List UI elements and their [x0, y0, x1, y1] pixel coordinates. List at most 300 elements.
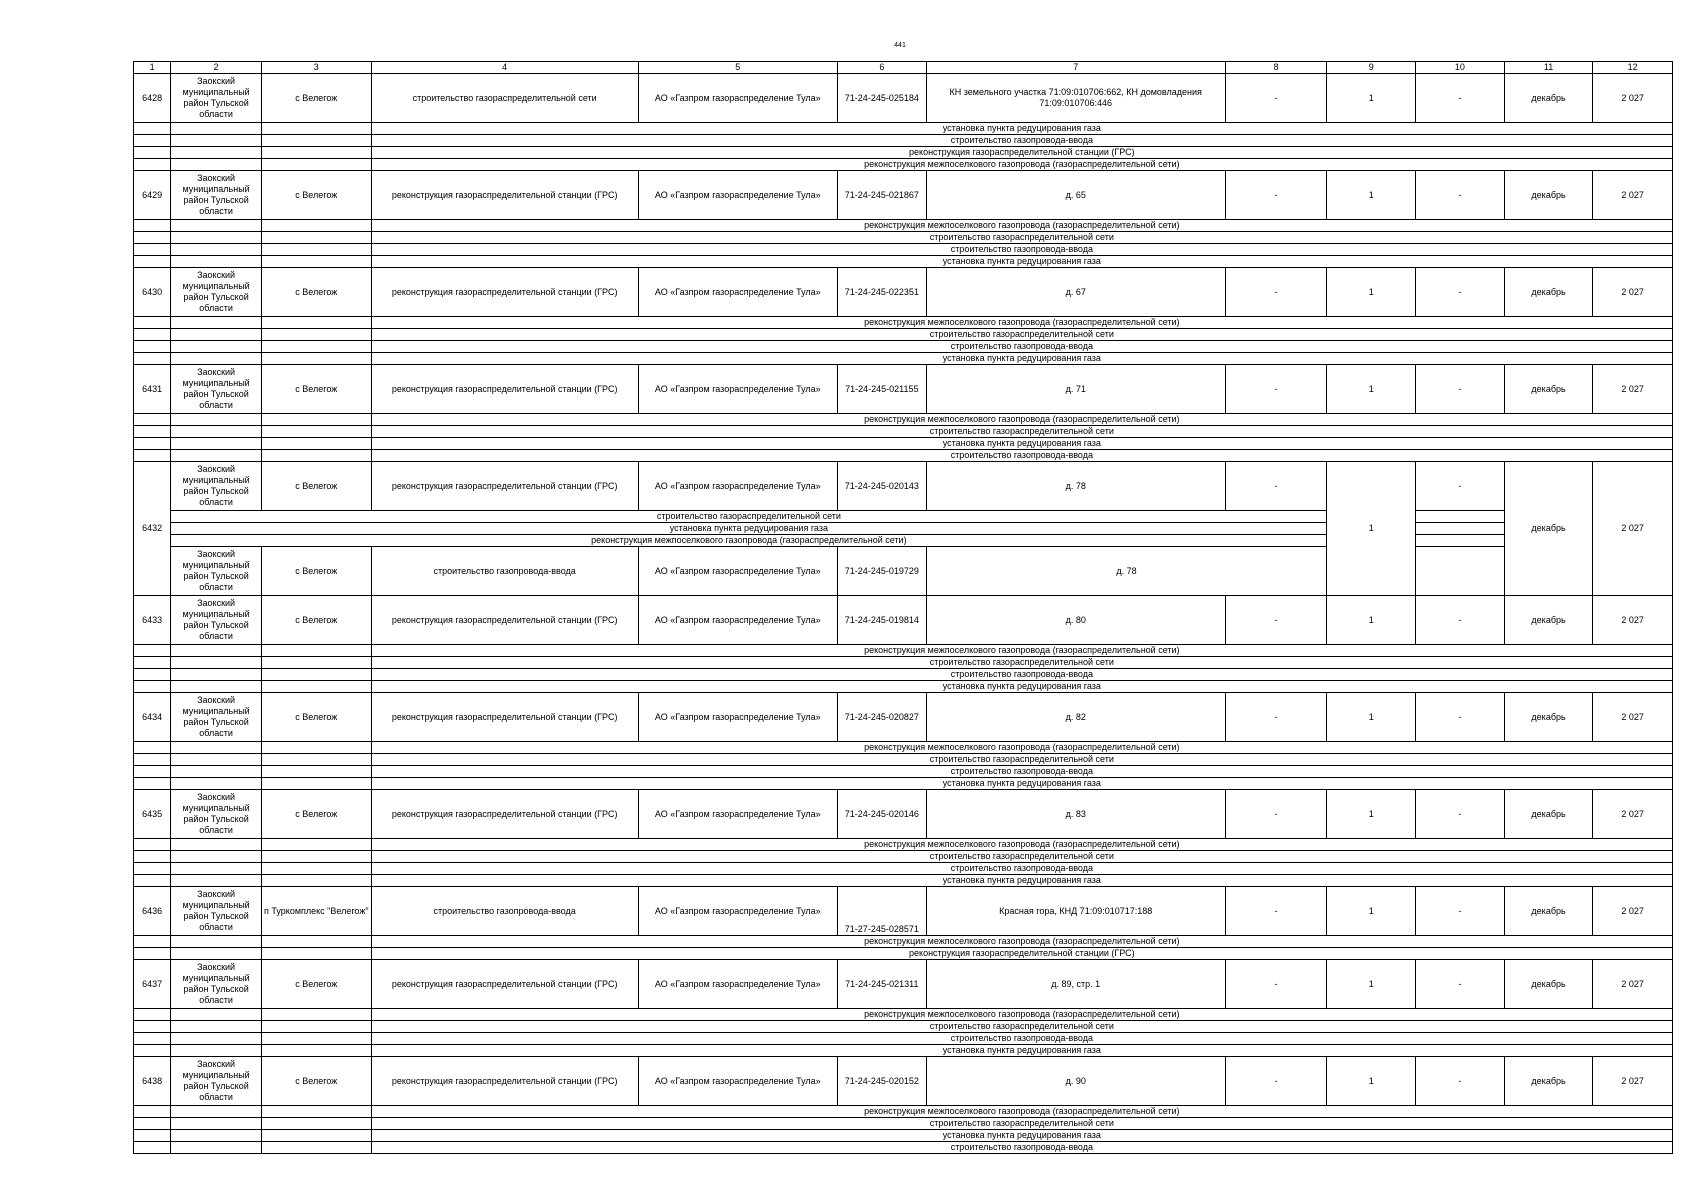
work-cell: реконструкция газораспределительной станции (ГРС): [371, 1057, 638, 1106]
empty-cell: [261, 948, 371, 960]
header-cell: 10: [1416, 62, 1505, 74]
col10-cell: -: [1416, 693, 1505, 742]
sub-work-cell: строительство газопровода-ввода: [371, 450, 1672, 462]
header-row: [134, 62, 1673, 74]
table-row: [134, 268, 1673, 317]
work-cell: реконструкция газораспределительной станции (ГРС): [371, 365, 638, 414]
empty-cell: [134, 1033, 171, 1045]
empty-cell: [171, 657, 262, 669]
empty-cell: [134, 681, 171, 693]
locality-cell: с Велегож: [261, 365, 371, 414]
empty-cell: [261, 1009, 371, 1021]
area-cell: Заокский муниципальный район Тульской области: [171, 365, 262, 414]
empty-cell: [261, 438, 371, 450]
empty-cell: [171, 256, 262, 268]
sub-work-cell: реконструкция газораспределительной станции (ГРС): [371, 147, 1672, 159]
empty-cell: [134, 147, 171, 159]
empty-cell: [261, 317, 371, 329]
organization-cell: АО «Газпром газораспределение Тула»: [638, 365, 837, 414]
object-cell: Красная гора, КНД 71:09:010717:188: [926, 887, 1225, 936]
empty-cell: [171, 754, 262, 766]
organization-cell: АО «Газпром газораспределение Тула»: [638, 268, 837, 317]
empty-cell: [171, 681, 262, 693]
code-cell: 71-24-245-022351: [838, 268, 927, 317]
year-cell: 2 027: [1593, 365, 1673, 414]
empty-cell: [171, 135, 262, 147]
sub-row: [134, 523, 1673, 535]
empty-cell: [171, 875, 262, 887]
sub-work-cell: реконструкция межпоселкового газопровода (газораспределительной сети): [371, 1009, 1672, 1021]
col10-cell: -: [1416, 268, 1505, 317]
year-cell: 2 027: [1593, 887, 1673, 936]
empty-cell: [134, 754, 171, 766]
empty-cell: [261, 1130, 371, 1142]
code-cell: 71-24-245-020827: [838, 693, 927, 742]
col8-cell: -: [1225, 960, 1327, 1009]
locality-cell: с Велегож: [261, 268, 371, 317]
empty-cell: [134, 414, 171, 426]
col10-cell: -: [1416, 596, 1505, 645]
locality-cell: с Велегож: [261, 462, 371, 511]
month-cell: декабрь: [1504, 462, 1593, 596]
year-cell: 2 027: [1593, 790, 1673, 839]
empty-cell: [171, 1033, 262, 1045]
sub-work-cell: установка пункта редуцирования газа: [371, 1130, 1672, 1142]
sub-work-cell: строительство газораспределительной сети: [371, 754, 1672, 766]
empty-cell: [261, 220, 371, 232]
code-cell: 71-24-245-019729: [838, 547, 927, 596]
record-id: 6428: [134, 74, 171, 123]
empty-cell: [171, 147, 262, 159]
sub-row: [134, 742, 1673, 754]
empty-cell: [134, 341, 171, 353]
empty-cell: [171, 1021, 262, 1033]
record-id: 6434: [134, 693, 171, 742]
sub-work-cell: установка пункта редуцирования газа: [371, 875, 1672, 887]
empty-cell: [171, 1118, 262, 1130]
empty-cell: [1416, 511, 1505, 523]
sub-work-cell: реконструкция межпоселкового газопровода (газораспределительной сети): [371, 317, 1672, 329]
month-cell: декабрь: [1504, 74, 1593, 123]
locality-cell: п Туркомплекс "Велегож": [261, 887, 371, 936]
empty-cell: [134, 426, 171, 438]
empty-cell: [261, 875, 371, 887]
year-cell: 2 027: [1593, 960, 1673, 1009]
empty-cell: [171, 232, 262, 244]
sub-row: [134, 1009, 1673, 1021]
empty-cell: [261, 159, 371, 171]
empty-cell: [261, 414, 371, 426]
empty-cell: [134, 875, 171, 887]
col8-cell: -: [1225, 693, 1327, 742]
col9-cell: 1: [1327, 74, 1416, 123]
empty-cell: [261, 681, 371, 693]
empty-cell: [171, 1009, 262, 1021]
table-row: [134, 547, 1673, 596]
sub-row: [134, 1033, 1673, 1045]
sub-row: [134, 426, 1673, 438]
col8-cell: -: [1225, 462, 1327, 511]
table-row: [134, 596, 1673, 645]
col10-cell: -: [1416, 1057, 1505, 1106]
work-cell: строительство газораспределительной сети: [371, 74, 638, 123]
empty-cell: [261, 839, 371, 851]
sub-row: [134, 220, 1673, 232]
sub-work-cell: установка пункта редуцирования газа: [171, 523, 1327, 535]
code-cell: 71-24-245-021155: [838, 365, 927, 414]
sub-row: [134, 1130, 1673, 1142]
empty-cell: [261, 645, 371, 657]
col10-cell: -: [1416, 171, 1505, 220]
month-cell: декабрь: [1504, 1057, 1593, 1106]
empty-cell: [134, 1106, 171, 1118]
sub-row: [134, 317, 1673, 329]
locality-cell: с Велегож: [261, 1057, 371, 1106]
object-cell: д. 65: [926, 171, 1225, 220]
empty-cell: [171, 426, 262, 438]
col9-cell: 1: [1327, 887, 1416, 936]
header-cell: 11: [1504, 62, 1593, 74]
sub-work-cell: реконструкция межпоселкового газопровода (газораспределительной сети): [371, 839, 1672, 851]
year-cell: 2 027: [1593, 462, 1673, 596]
area-cell: Заокский муниципальный район Тульской области: [171, 790, 262, 839]
sub-row: [134, 863, 1673, 875]
empty-cell: [134, 438, 171, 450]
empty-cell: [261, 341, 371, 353]
empty-cell: [171, 839, 262, 851]
year-cell: 2 027: [1593, 171, 1673, 220]
header-cell: 7: [926, 62, 1225, 74]
empty-cell: [171, 438, 262, 450]
organization-cell: АО «Газпром газораспределение Тула»: [638, 887, 837, 936]
sub-work-cell: установка пункта редуцирования газа: [371, 681, 1672, 693]
area-cell: Заокский муниципальный район Тульской области: [171, 887, 262, 936]
record-id: 6431: [134, 365, 171, 414]
table-row: [134, 1057, 1673, 1106]
empty-cell: [171, 851, 262, 863]
empty-cell: [171, 742, 262, 754]
sub-work-cell: реконструкция межпоселкового газопровода (газораспределительной сети): [171, 535, 1327, 547]
col10-cell: -: [1416, 887, 1505, 936]
sub-row: [134, 1021, 1673, 1033]
sub-row: [134, 123, 1673, 135]
header-cell: 9: [1327, 62, 1416, 74]
col8-cell: -: [1225, 887, 1327, 936]
sub-work-cell: строительство газораспределительной сети: [371, 657, 1672, 669]
year-cell: 2 027: [1593, 596, 1673, 645]
empty-cell: [261, 936, 371, 948]
object-cell: д. 71: [926, 365, 1225, 414]
col10-cell: -: [1416, 960, 1505, 1009]
sub-work-cell: установка пункта редуцирования газа: [371, 123, 1672, 135]
empty-cell: [261, 863, 371, 875]
empty-cell: [171, 353, 262, 365]
empty-cell: [261, 135, 371, 147]
work-cell: реконструкция газораспределительной станции (ГРС): [371, 960, 638, 1009]
sub-row: [134, 159, 1673, 171]
empty-cell: [134, 232, 171, 244]
table-row: [134, 693, 1673, 742]
sub-row: [134, 839, 1673, 851]
locality-cell: с Велегож: [261, 693, 371, 742]
empty-cell: [261, 766, 371, 778]
empty-cell: [261, 657, 371, 669]
sub-row: [134, 256, 1673, 268]
col9-cell: 1: [1327, 596, 1416, 645]
empty-cell: [171, 669, 262, 681]
empty-cell: [134, 1009, 171, 1021]
table-row: [134, 790, 1673, 839]
table-row: [134, 960, 1673, 1009]
month-cell: декабрь: [1504, 960, 1593, 1009]
sub-work-cell: установка пункта редуцирования газа: [371, 1045, 1672, 1057]
table-row: [134, 171, 1673, 220]
col8-cell: -: [1225, 790, 1327, 839]
organization-cell: АО «Газпром газораспределение Тула»: [638, 1057, 837, 1106]
empty-cell: [261, 1033, 371, 1045]
year-cell: 2 027: [1593, 693, 1673, 742]
code-cell: 71-24-245-021311: [838, 960, 927, 1009]
col9-cell: 1: [1327, 365, 1416, 414]
empty-cell: [134, 123, 171, 135]
col9-cell: 1: [1327, 171, 1416, 220]
sub-row: [134, 232, 1673, 244]
locality-cell: с Велегож: [261, 547, 371, 596]
empty-cell: [134, 1142, 171, 1154]
sub-row: [134, 754, 1673, 766]
empty-cell: [261, 329, 371, 341]
sub-work-cell: реконструкция межпоселкового газопровода (газораспределительной сети): [371, 742, 1672, 754]
empty-cell: [261, 778, 371, 790]
empty-cell: [134, 936, 171, 948]
sub-work-cell: реконструкция межпоселкового газопровода (газораспределительной сети): [371, 645, 1672, 657]
record-id: 6435: [134, 790, 171, 839]
month-cell: декабрь: [1504, 887, 1593, 936]
sub-work-cell: строительство газораспределительной сети: [371, 851, 1672, 863]
sub-row: [134, 875, 1673, 887]
sub-work-cell: реконструкция газораспределительной станции (ГРС): [371, 948, 1672, 960]
empty-cell: [134, 851, 171, 863]
locality-cell: с Велегож: [261, 171, 371, 220]
col8-cell: -: [1225, 74, 1327, 123]
object-cell: д. 83: [926, 790, 1225, 839]
sub-work-cell: строительство газораспределительной сети: [371, 1118, 1672, 1130]
sub-row: [134, 1106, 1673, 1118]
empty-cell: [134, 1021, 171, 1033]
empty-cell: [171, 1142, 262, 1154]
empty-cell: [134, 948, 171, 960]
code-cell: 71-24-245-019814: [838, 596, 927, 645]
empty-cell: [134, 669, 171, 681]
organization-cell: АО «Газпром газораспределение Тула»: [638, 790, 837, 839]
object-cell: д. 78: [926, 547, 1327, 596]
sub-row: [134, 244, 1673, 256]
empty-cell: [171, 863, 262, 875]
empty-cell: [171, 220, 262, 232]
object-cell: д. 90: [926, 1057, 1225, 1106]
record-id: 6438: [134, 1057, 171, 1106]
record-id: 6432: [134, 462, 171, 596]
locality-cell: с Велегож: [261, 960, 371, 1009]
header-cell: 3: [261, 62, 371, 74]
area-cell: Заокский муниципальный район Тульской области: [171, 74, 262, 123]
empty-cell: [134, 645, 171, 657]
header-cell: 2: [171, 62, 262, 74]
work-cell: реконструкция газораспределительной станции (ГРС): [371, 790, 638, 839]
code-cell: 71-24-245-020152: [838, 1057, 927, 1106]
sub-row: [134, 535, 1673, 547]
sub-work-cell: установка пункта редуцирования газа: [371, 256, 1672, 268]
area-cell: Заокский муниципальный район Тульской области: [171, 171, 262, 220]
empty-cell: [134, 778, 171, 790]
sub-row: [134, 450, 1673, 462]
record-id: 6429: [134, 171, 171, 220]
empty-cell: [134, 839, 171, 851]
work-cell: реконструкция газораспределительной станции (ГРС): [371, 171, 638, 220]
sub-row: [134, 681, 1673, 693]
empty-cell: [1416, 535, 1505, 547]
area-cell: Заокский муниципальный район Тульской области: [171, 960, 262, 1009]
empty-cell: [134, 317, 171, 329]
code-cell: 71-24-245-020146: [838, 790, 927, 839]
sub-work-cell: строительство газопровода-ввода: [371, 669, 1672, 681]
sub-work-cell: установка пункта редуцирования газа: [371, 438, 1672, 450]
page-number: 441: [894, 42, 906, 49]
empty-cell: [261, 256, 371, 268]
empty-cell: [171, 766, 262, 778]
empty-cell: [171, 159, 262, 171]
organization-cell: АО «Газпром газораспределение Тула»: [638, 547, 837, 596]
sub-row: [134, 1045, 1673, 1057]
sub-row: [134, 135, 1673, 147]
sub-work-cell: строительство газопровода-ввода: [371, 863, 1672, 875]
col10-cell: -: [1416, 790, 1505, 839]
empty-cell: [261, 1021, 371, 1033]
empty-cell: [171, 317, 262, 329]
locality-cell: с Велегож: [261, 74, 371, 123]
col9-cell: 1: [1327, 268, 1416, 317]
code-cell: 71-24-245-021867: [838, 171, 927, 220]
sub-row: [134, 147, 1673, 159]
empty-cell: [171, 244, 262, 256]
work-cell: реконструкция газораспределительной станции (ГРС): [371, 596, 638, 645]
area-cell: Заокский муниципальный район Тульской области: [171, 596, 262, 645]
sub-work-cell: строительство газопровода-ввода: [371, 1033, 1672, 1045]
table-row: [134, 365, 1673, 414]
empty-cell: [171, 1106, 262, 1118]
sub-work-cell: реконструкция межпоселкового газопровода (газораспределительной сети): [371, 220, 1672, 232]
object-cell: д. 89, стр. 1: [926, 960, 1225, 1009]
work-cell: строительство газопровода-ввода: [371, 547, 638, 596]
header-cell: 1: [134, 62, 171, 74]
empty-cell: [134, 1045, 171, 1057]
sub-row: [134, 936, 1673, 948]
work-cell: реконструкция газораспределительной станции (ГРС): [371, 693, 638, 742]
empty-cell: [171, 948, 262, 960]
empty-cell: [171, 123, 262, 135]
sub-row: [134, 341, 1673, 353]
empty-cell: [261, 1142, 371, 1154]
object-cell: д. 67: [926, 268, 1225, 317]
work-cell: реконструкция газораспределительной станции (ГРС): [371, 268, 638, 317]
empty-cell: [134, 657, 171, 669]
code-cell: 71-24-245-025184: [838, 74, 927, 123]
col8-cell: -: [1225, 171, 1327, 220]
sub-work-cell: строительство газопровода-ввода: [371, 766, 1672, 778]
col8-cell: -: [1225, 1057, 1327, 1106]
month-cell: декабрь: [1504, 596, 1593, 645]
empty-cell: [1416, 523, 1505, 535]
col9-cell: 1: [1327, 693, 1416, 742]
empty-cell: [261, 742, 371, 754]
table-row: [134, 462, 1673, 511]
code-cell: 71-24-245-020143: [838, 462, 927, 511]
sub-work-cell: реконструкция межпоселкового газопровода (газораспределительной сети): [371, 1106, 1672, 1118]
table-row: [134, 887, 1673, 936]
empty-cell: [261, 244, 371, 256]
sub-row: [134, 657, 1673, 669]
area-cell: Заокский муниципальный район Тульской области: [171, 547, 262, 596]
sub-work-cell: строительство газопровода-ввода: [371, 135, 1672, 147]
empty-cell: [261, 232, 371, 244]
empty-cell: [261, 353, 371, 365]
empty-cell: [171, 778, 262, 790]
organization-cell: АО «Газпром газораспределение Тула»: [638, 171, 837, 220]
sub-work-cell: строительство газораспределительной сети: [371, 232, 1672, 244]
work-cell: реконструкция газораспределительной станции (ГРС): [371, 462, 638, 511]
object-cell: д. 78: [926, 462, 1225, 511]
empty-cell: [134, 863, 171, 875]
col9-cell: 1: [1327, 1057, 1416, 1106]
empty-cell: [134, 1130, 171, 1142]
header-cell: 5: [638, 62, 837, 74]
empty-cell: [171, 414, 262, 426]
sub-row: [134, 766, 1673, 778]
sub-row: [134, 851, 1673, 863]
empty-cell: [134, 244, 171, 256]
code-cell: 71-27-245-028571: [838, 887, 927, 936]
header-cell: 8: [1225, 62, 1327, 74]
sub-work-cell: строительство газопровода-ввода: [371, 244, 1672, 256]
empty-cell: [261, 1045, 371, 1057]
empty-cell: [171, 341, 262, 353]
empty-cell: [134, 742, 171, 754]
sub-row: [134, 948, 1673, 960]
organization-cell: АО «Газпром газораспределение Тула»: [638, 693, 837, 742]
header-cell: 12: [1593, 62, 1673, 74]
empty-cell: [134, 766, 171, 778]
empty-cell: [261, 450, 371, 462]
locality-cell: с Велегож: [261, 790, 371, 839]
organization-cell: АО «Газпром газораспределение Тула»: [638, 960, 837, 1009]
empty-cell: [134, 135, 171, 147]
col10-cell: -: [1416, 365, 1505, 414]
sub-work-cell: реконструкция межпоселкового газопровода (газораспределительной сети): [371, 414, 1672, 426]
empty-cell: [134, 450, 171, 462]
empty-cell: [261, 123, 371, 135]
sub-row: [134, 645, 1673, 657]
record-id: 6437: [134, 960, 171, 1009]
object-cell: д. 82: [926, 693, 1225, 742]
empty-cell: [171, 329, 262, 341]
year-cell: 2 027: [1593, 74, 1673, 123]
empty-cell: [261, 754, 371, 766]
sub-row: [134, 1118, 1673, 1130]
col9-cell: 1: [1327, 790, 1416, 839]
empty-cell: [261, 426, 371, 438]
col8-cell: -: [1225, 268, 1327, 317]
empty-cell: [261, 851, 371, 863]
